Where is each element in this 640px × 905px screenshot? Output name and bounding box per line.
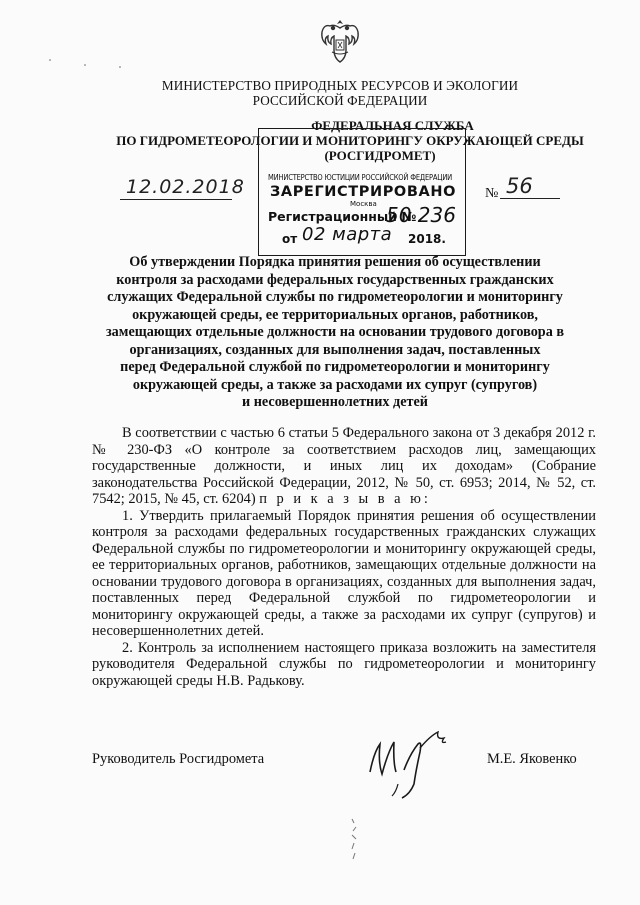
title-line: Об утверждении Порядка принятия решения об осуществлении bbox=[129, 254, 541, 270]
item-2-paragraph: 2. Контроль за исполнением настоящего приказа возложить на заместителя руководителя Федеральной службы по гидрометеорологии и мониторингу окружающей среды Н.В. Радькову. bbox=[92, 639, 596, 689]
service-line-2: ПО ГИДРОМЕТЕОРОЛОГИИ И МОНИТОРИНГУ ОКРУЖАЮЩЕЙ СРЕДЫ bbox=[116, 133, 584, 148]
stamp-year: 2018. bbox=[408, 232, 446, 246]
title-line: замещающих отдельные должности на основании трудового договора в bbox=[105, 324, 564, 340]
date-underline bbox=[120, 199, 232, 200]
title-line: служащих Федеральной службы по гидрометеорологии и мониторингу bbox=[107, 289, 563, 305]
signatory-name: М.Е. Яковенко bbox=[487, 751, 577, 767]
preamble-text: В соответствии с частью 6 статьи 5 Федерального закона от 3 декабря 2012 г. № 230-ФЗ «О контроле за соответствием расходов лиц, замещающих государственные должности, и иных лиц их доходам» (Собрание законодательства Российской Федерации, 2012, № 50, ст. 6953; 2014, № 52, ст. 7542; 2015, № 45, ст. 6204) bbox=[92, 425, 596, 507]
stamp-reg-number: 50 236 bbox=[386, 203, 456, 227]
service-line-3: (РОСГИДРОМЕТ) bbox=[324, 148, 436, 163]
service-line-1: ФЕДЕРАЛЬНАЯ СЛУЖБА bbox=[311, 118, 474, 133]
document-body bbox=[92, 425, 596, 689]
ministry-line-1: МИНИСТЕРСТВО ПРИРОДНЫХ РЕСУРСОВ И ЭКОЛОГИИ bbox=[161, 78, 519, 93]
stamp-from-label: от bbox=[282, 232, 298, 246]
title-line: и несовершеннолетних детей bbox=[242, 394, 428, 410]
order-date: 12.02.2018 bbox=[126, 176, 245, 198]
title-line: организациях, созданных для выполнения задач, поставленных bbox=[129, 341, 541, 358]
stamp-reg-label: Регистрационный № bbox=[268, 209, 417, 224]
stamp-registered: ЗАРЕГИСТРИРОВАНО bbox=[269, 184, 456, 200]
ministry-header bbox=[140, 78, 540, 108]
document-title bbox=[100, 254, 570, 412]
title-line: перед Федеральной службой по гидрометеорологии и мониторингу bbox=[120, 359, 550, 375]
scan-artifact bbox=[340, 815, 370, 865]
item-1-paragraph: 1. Утвердить прилагаемый Порядок принятия решения об осуществлении контроля за расходами федеральных государственных гражданских служащих Федеральной службы по гидрометеорологии и мониторингу окружающей среды, ее территориальных органов, работников, замещающих отдельные должности на основании трудового договора в организациях, созданных для выполнения задач, поставленных перед Федеральной службой по гидрометеорологии и мониторингу окружающей среды, а также за расходами их супруг (супругов) и несовершеннолетних детей. bbox=[92, 507, 596, 639]
scan-dots bbox=[30, 55, 130, 85]
preamble-paragraph bbox=[92, 425, 596, 508]
title-line: окружающей среды, а также за расходами их супруг (супругов) bbox=[132, 376, 538, 393]
signatory-position: Руководитель Росгидромета bbox=[92, 751, 265, 767]
stamp-organization: МИНИСТЕРСТВО ЮСТИЦИИ РОССИЙСКОЙ ФЕДЕРАЦИИ bbox=[268, 173, 453, 182]
stamp-from-date: 02 марта bbox=[302, 224, 393, 245]
handwritten-signature bbox=[360, 722, 470, 802]
coat-of-arms-icon bbox=[318, 16, 362, 66]
ministry-line-2: РОССИЙСКОЙ ФЕДЕРАЦИИ bbox=[252, 93, 428, 108]
order-word: п р и к а з ы в а ю: bbox=[259, 491, 431, 507]
order-number: 56 bbox=[506, 174, 533, 198]
order-number-label: № bbox=[485, 186, 499, 201]
title-line: контроля за расходами федеральных государственных гражданских bbox=[116, 271, 554, 288]
stamp-city: Москва bbox=[350, 200, 377, 208]
number-underline bbox=[500, 198, 560, 199]
title-line: окружающей среды, ее территориальных органов, работников, bbox=[132, 306, 538, 323]
